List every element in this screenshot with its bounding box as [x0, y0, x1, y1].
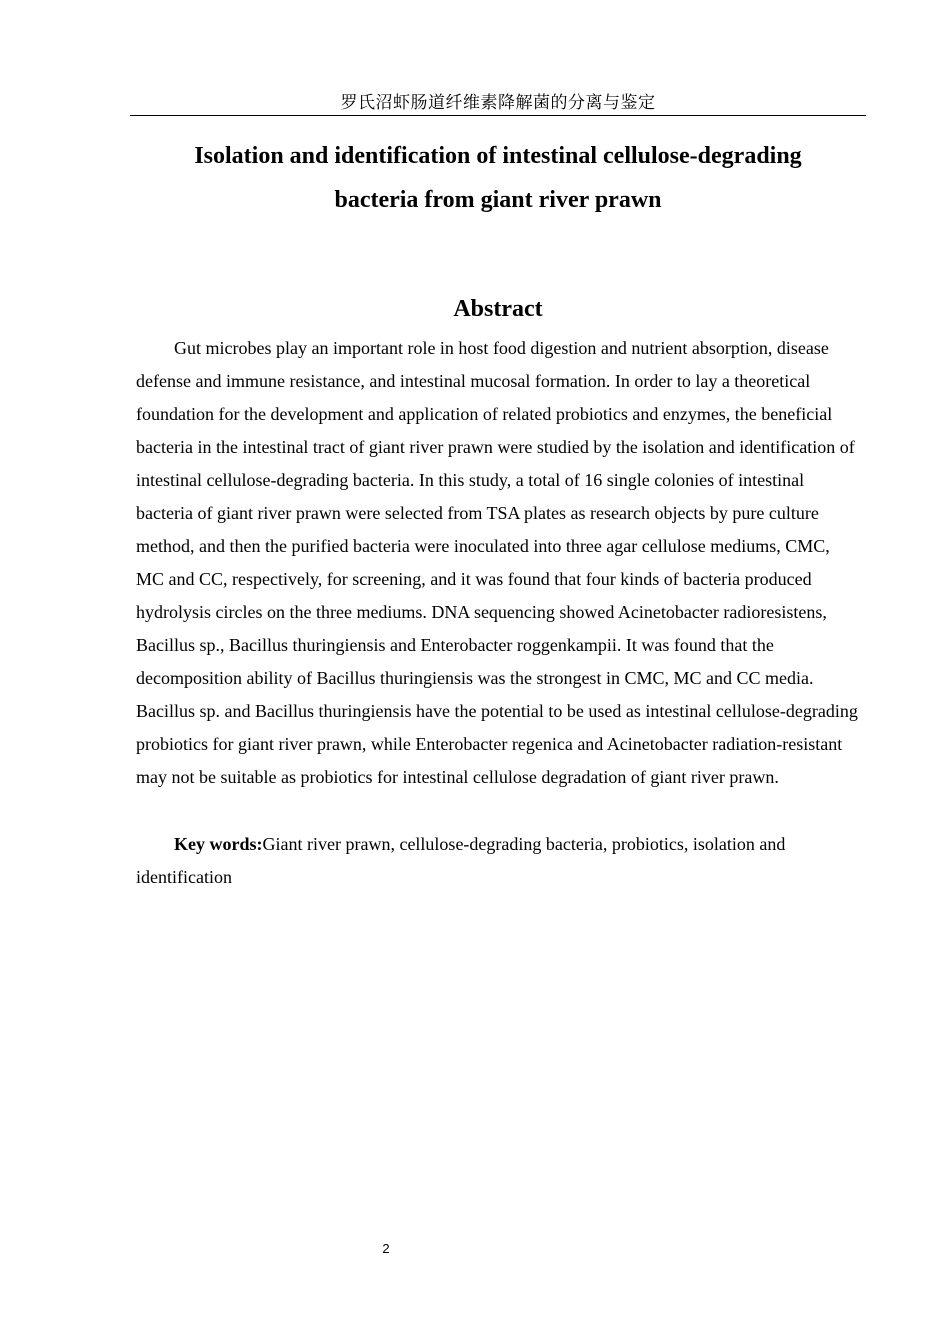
abstract-body: Gut microbes play an important role in host food digestion and nutrient absorption, disease defense and immune resistance, and intestinal mucosal formation. In order to lay a theoretical foundation for the development and application of related probiotics and enzymes, the beneficial bacteria in the intestinal tract of giant river prawn were studied by the isolation and identification of intestinal cellulose-degrading bacteria. In this study, a total of 16 single colonies of intestinal bacteria of giant river prawn were selected from TSA plates as research objects by pure culture method, and then the purified bacteria were inoculated into three agar cellulose mediums, CMC, MC and CC, respectively, for screening, and it was found that four kinds of bacteria produced hydrolysis circles on the three mediums. DNA sequencing showed Acinetobacter radioresistens, Bacillus sp., Bacillus thuringiensis and Enterobacter roggenkampii. It was found that the decomposition ability of Bacillus thuringiensis was the strongest in CMC, MC and CC media. Bacillus sp. and Bacillus thuringiensis have the potential to be used as intestinal cellulose-degrading probiotics for giant river prawn, while Enterobacter regenica and Acinetobacter radiation-resistant may not be suitable as probiotics for intestinal cellulose degradation of giant river prawn.: [136, 338, 858, 787]
keywords: [136, 828, 860, 894]
running-header: 罗氏沼虾肠道纤维素降解菌的分离与鉴定: [340, 93, 656, 113]
keywords-text: Giant river prawn, cellulose-degrading bacteria, probiotics, isolation and identification: [136, 834, 786, 887]
page-number: 2: [382, 1241, 390, 1256]
paper-title-line-2: bacteria from giant river prawn: [334, 187, 662, 213]
keywords-label: Key words:: [174, 834, 263, 854]
paper-title: [130, 134, 866, 222]
paper-title-line-1: Isolation and identification of intestinal cellulose-degrading: [194, 143, 802, 169]
abstract-heading: Abstract: [453, 296, 543, 322]
header-rule: [130, 115, 866, 116]
